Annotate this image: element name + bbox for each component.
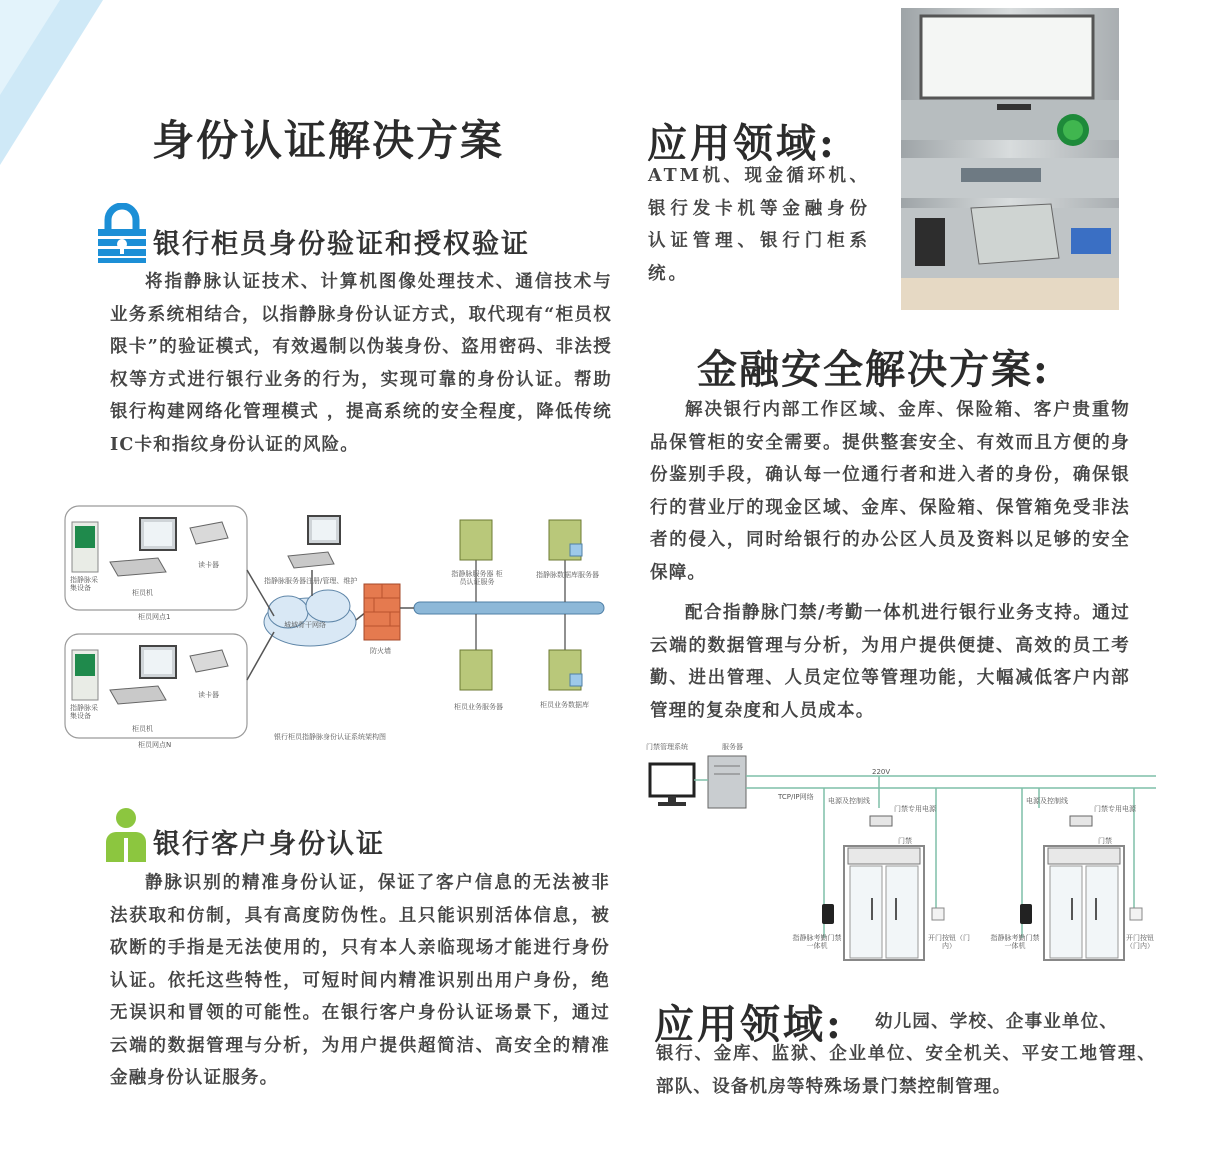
diagram-label: 柜员网点N	[138, 741, 172, 749]
diagram-label: 指静脉服务器注册/管理、维护	[264, 577, 358, 585]
corner-decoration	[0, 0, 110, 170]
diagram-label: 开门按钮（门内）	[1126, 934, 1154, 950]
diagram-label: 指静脉数据库服务器	[536, 571, 599, 579]
diagram-label: 指静脉采集设备	[70, 576, 98, 592]
diagram-label: 城域骨干网络	[284, 621, 326, 629]
diagram-label: 门禁管理系统	[646, 743, 688, 751]
finance-paragraph-2: 配合指静脉门禁/考勤一体机进行银行业务支持。通过云端的数据管理与分析，为用户提供便捷、高效的员工考勤、进出管理、人员定位等管理功能，大幅减低客户内部管理的复杂度和人员成本。	[650, 603, 1130, 721]
person-icon	[104, 808, 148, 862]
door-access-diagram	[644, 738, 1160, 970]
diagram-label: 220V	[872, 768, 891, 776]
teller-paragraph: 将指静脉认证技术、计算机图像处理技术、通信技术与业务系统相结合，以指静脉身份认证方式，取代现有“柜员权限卡”的验证模式，有效遏制以伪装身份、盗用密码、非法授权等方式进行银行业务的行为，实现可靠的身份认证。帮助银行构建网络化管理模式 ，提高系统的安全程度，降低传统IC卡和指纹身份认证的风险。	[110, 272, 612, 455]
diagram-label: 柜员业务数据库	[540, 701, 589, 709]
lock-icon	[96, 203, 148, 263]
diagram-label: 指静脉考勤门禁一体机	[792, 934, 842, 950]
diagram-label: 开门按钮（门内）	[928, 934, 970, 950]
application-text-2a: 幼儿园、学校、企事业单位、	[875, 1012, 1119, 1032]
application-title-2: 应用领域:	[654, 1001, 844, 1048]
diagram-label: 柜员机	[132, 725, 153, 733]
diagram-label: 门禁	[1098, 837, 1112, 845]
network-diagram-svg	[62, 500, 610, 750]
diagram-label: 门禁专用电源	[894, 805, 936, 813]
diagram-label: 电源及控制线	[1026, 797, 1068, 805]
finance-paragraph-1: 解决银行内部工作区域、金库、保险箱、客户贵重物品保管柜的安全需要。提供整套安全、有效而且方便的身份鉴别手段，确认每一位通行者和进入者的身份，确保银行的营业厅的现金区域、金库、保险箱、保管箱免受非法者的侵入，同时给银行的办公区人员及资料以足够的安全保障。	[650, 400, 1130, 583]
customer-paragraph: 静脉识别的精准身份认证，保证了客户信息的无法被非法获取和仿制，具有高度防伪性。且只能识别活体信息，被砍断的手指是无法使用的，只有本人亲临现场才能进行身份认证。依托这些特性，可短时间内精准识别出用户身份，绝无误识和冒领的可能性。在银行客户身份认证场景下，通过云端的数据管理与分析，为用户提供超简洁、高安全的精准金融身份认证服务。	[110, 873, 610, 1088]
diagram-label: TCP/IP网络	[778, 793, 814, 801]
diagram-label: 电源及控制线	[828, 797, 870, 805]
teller-heading: 银行柜员身份验证和授权验证	[153, 229, 530, 260]
network-diagram	[62, 500, 610, 750]
diagram-label: 指静脉服务器 柜员认证服务	[451, 570, 503, 586]
diagram-label: 门禁专用电源	[1094, 805, 1136, 813]
application-text-2b: 银行、金库、监狱、企业单位、安全机关、平安工地管理、部队、设备机房等特殊场景门禁控制管理。	[656, 1044, 1156, 1097]
diagram-label: 柜员机	[132, 589, 153, 597]
application-title-1: 应用领域:	[647, 120, 837, 167]
diagram-label: 柜员业务服务器	[454, 703, 503, 711]
page-title: 身份认证解决方案	[152, 116, 505, 165]
diagram-label: 指静脉采集设备	[70, 704, 98, 720]
diagram-label: 柜员网点1	[138, 613, 171, 621]
diagram-label: 读卡器	[198, 691, 219, 699]
diagram-label: 读卡器	[198, 561, 219, 569]
finance-title: 金融安全解决方案:	[697, 346, 1050, 393]
diagram-caption: 银行柜员指静脉身份认证系统架构图	[274, 733, 386, 741]
diagram-label: 指静脉考勤门禁一体机	[990, 934, 1040, 950]
diagram-label: 防火墙	[370, 647, 391, 655]
customer-heading: 银行客户身份认证	[153, 829, 385, 860]
atm-photo	[901, 8, 1119, 310]
diagram-label: 服务器	[722, 743, 743, 751]
diagram-label: 门禁	[898, 837, 912, 845]
application-text-1: ATM机、现金循环机、银行发卡机等金融身份认证管理、银行门柜系统。	[648, 166, 870, 284]
